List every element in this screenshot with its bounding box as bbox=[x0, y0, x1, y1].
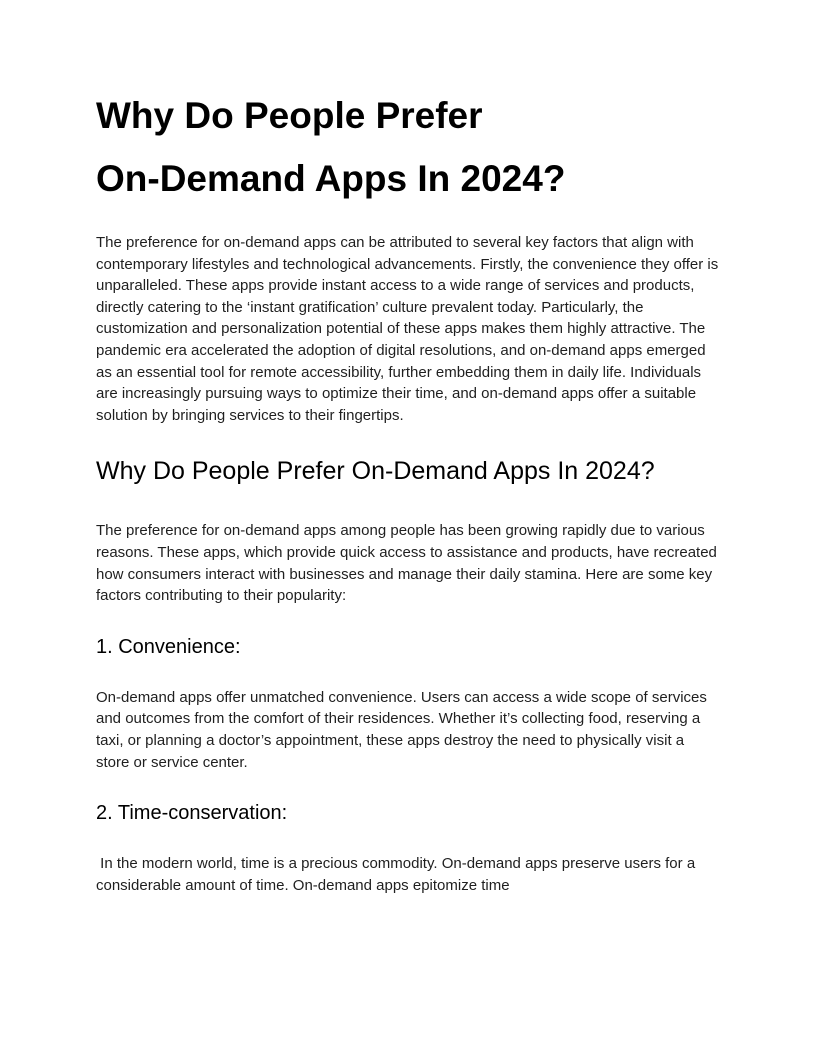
document-title-line-2: On-Demand Apps In 2024? bbox=[96, 158, 566, 199]
document-title bbox=[96, 84, 720, 210]
subsection-2-heading: 2. Time-conservation: bbox=[96, 802, 288, 825]
subsection-1-heading: 1. Convenience: bbox=[96, 635, 241, 658]
subsection-1-paragraph: On-demand apps offer unmatched convenience. Users can access a wide scope of services and outcomes from the comfort of their residences. Whether it’s collecting food, reserving a taxi, or planning a doctor’s appointment, these apps destroy the need to physically visit a store or service center. bbox=[96, 688, 712, 771]
subsection-2-paragraph: In the modern world, time is a precious commodity. On-demand apps preserve users for a considerable amount of time. On-demand apps epitomize time bbox=[96, 855, 700, 894]
intro-paragraph: The preference for on-demand apps can be attributed to several key factors that align with contemporary lifestyles and technological advancements. Firstly, the convenience they offer is unparalleled. These apps provide instant access to a wide range of services and products, directly catering to the ‘instant gratification’ culture prevalent today. Particularly, the customization and personalization potential of these apps makes them highly attractive. The pandemic era accelerated the adoption of digital resolutions, and on-demand apps emerged as an essential tool for remote accessibility, further embedding them in daily life. Individuals are increasingly pursuing ways to optimize their time, and on-demand apps offer a suitable solution by bringing services to their fingertips. bbox=[96, 234, 723, 424]
section-intro-paragraph: The preference for on-demand apps among people has been growing rapidly due to various reasons. These apps, which provide quick access to assistance and products, have recreated how consumers interact with businesses and manage their daily stamina. Here are some key factors contributing to their popularity: bbox=[96, 522, 722, 605]
section-heading: Why Do People Prefer On-Demand Apps In 2024? bbox=[96, 457, 655, 486]
document-title-line-1: Why Do People Prefer bbox=[96, 95, 483, 136]
